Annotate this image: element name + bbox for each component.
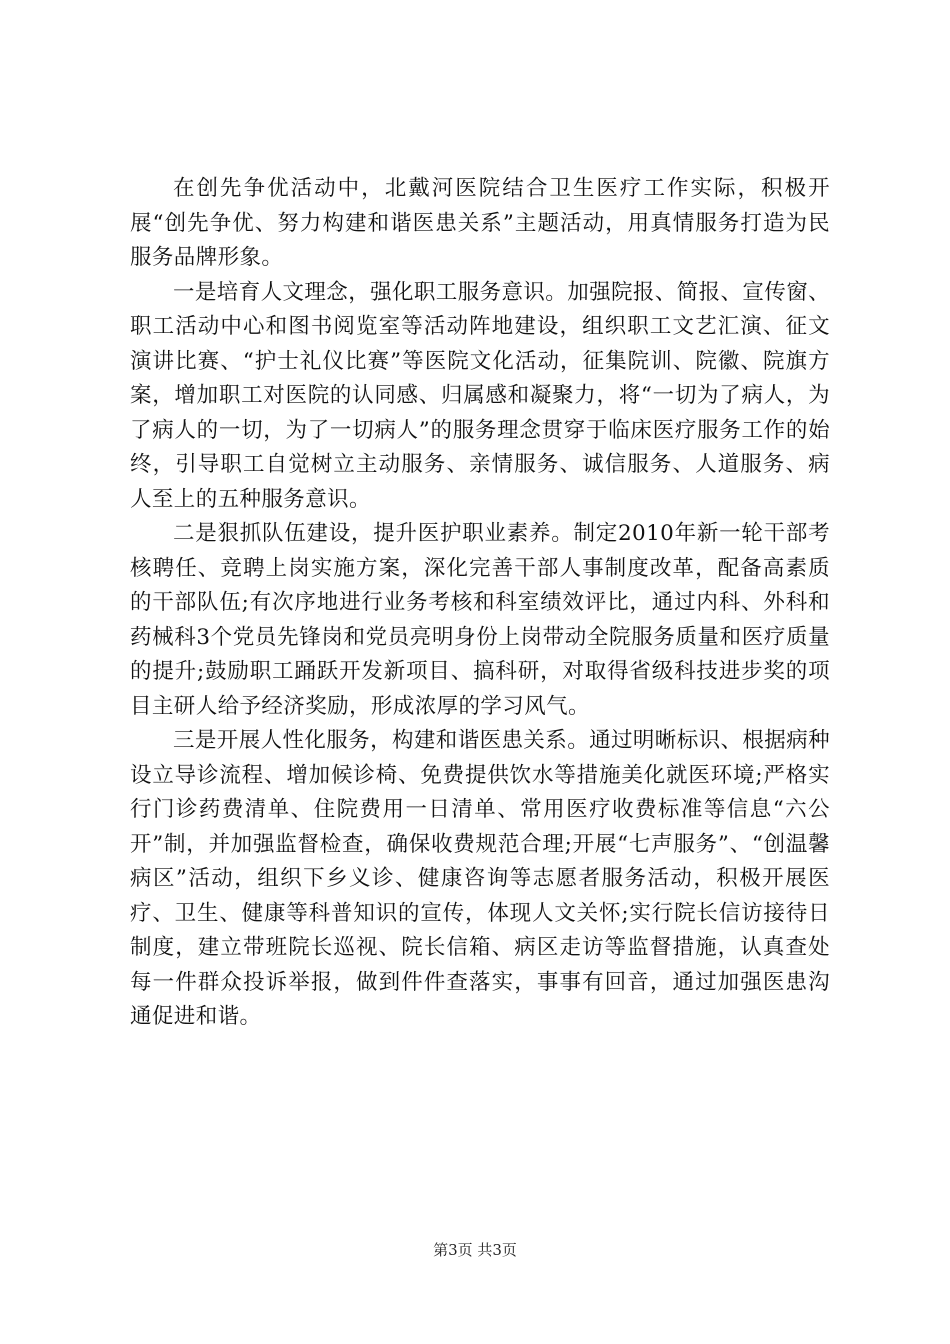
page-footer: 第3页 共3页 <box>433 1241 517 1259</box>
document-body <box>130 172 830 1035</box>
paragraph-humanized-service: 三是开展人性化服务，构建和谐医患关系。通过明晰标识、根据病种设立导诊流程、增加候诊椅、免费提供饮水等措施美化就医环境;严格实行门诊药费清单、住院费用一日清单、常用医疗收费标准等信息“六公开”制，并加强监督检查，确保收费规范合理;开展“七声服务”、“创温馨病区”活动，组织下乡义诊、健康咨询等志愿者服务活动，积极开展医疗、卫生、健康等科普知识的宣传，体现人文关怀;实行院长信访接待日制度，建立带班院长巡视、院长信箱、病区走访等监督措施，认真查处每一件群众投诉举报，做到件件查落实，事事有回音，通过加强医患沟通促进和谐。 <box>130 728 831 1029</box>
paragraph-humanistic-concept: 一是培育人文理念，强化职工服务意识。加强院报、简报、宣传窗、职工活动中心和图书阅览室等活动阵地建设，组织职工文艺汇演、征文演讲比赛、“护士礼仪比赛”等医院文化活动，征集院训、院徽、院旗方案，增加职工对医院的认同感、归属感和凝聚力，将“一切为了病人，为了病人的一切，为了一切病人”的服务理念贯穿于临床医疗服务工作的始终，引导职工自觉树立主动服务、亲情服务、诚信服务、人道服务、病人至上的五种服务意识。 <box>130 279 831 512</box>
paragraph-intro: 在创先争优活动中，北戴河医院结合卫生医疗工作实际，积极开展“创先争优、努力构建和谐医患关系”主题活动，用真情服务打造为民服务品牌形象。 <box>130 176 830 270</box>
paragraph-team-building: 二是狠抓队伍建设，提升医护职业素养。制定2010年新一轮干部考核聘任、竞聘上岗实施方案，深化完善干部人事制度改革，配备高素质的干部队伍;有次序地进行业务考核和科室绩效评比，通过内科、外科和药械科3个党员先锋岗和党员亮明身份上岗带动全院服务质量和医疗质量的提升;鼓励职工踊跃开发新项目、搞科研，对取得省级科技进步奖的项目主研人给予经济奖励，形成浓厚的学习风气。 <box>130 521 830 719</box>
